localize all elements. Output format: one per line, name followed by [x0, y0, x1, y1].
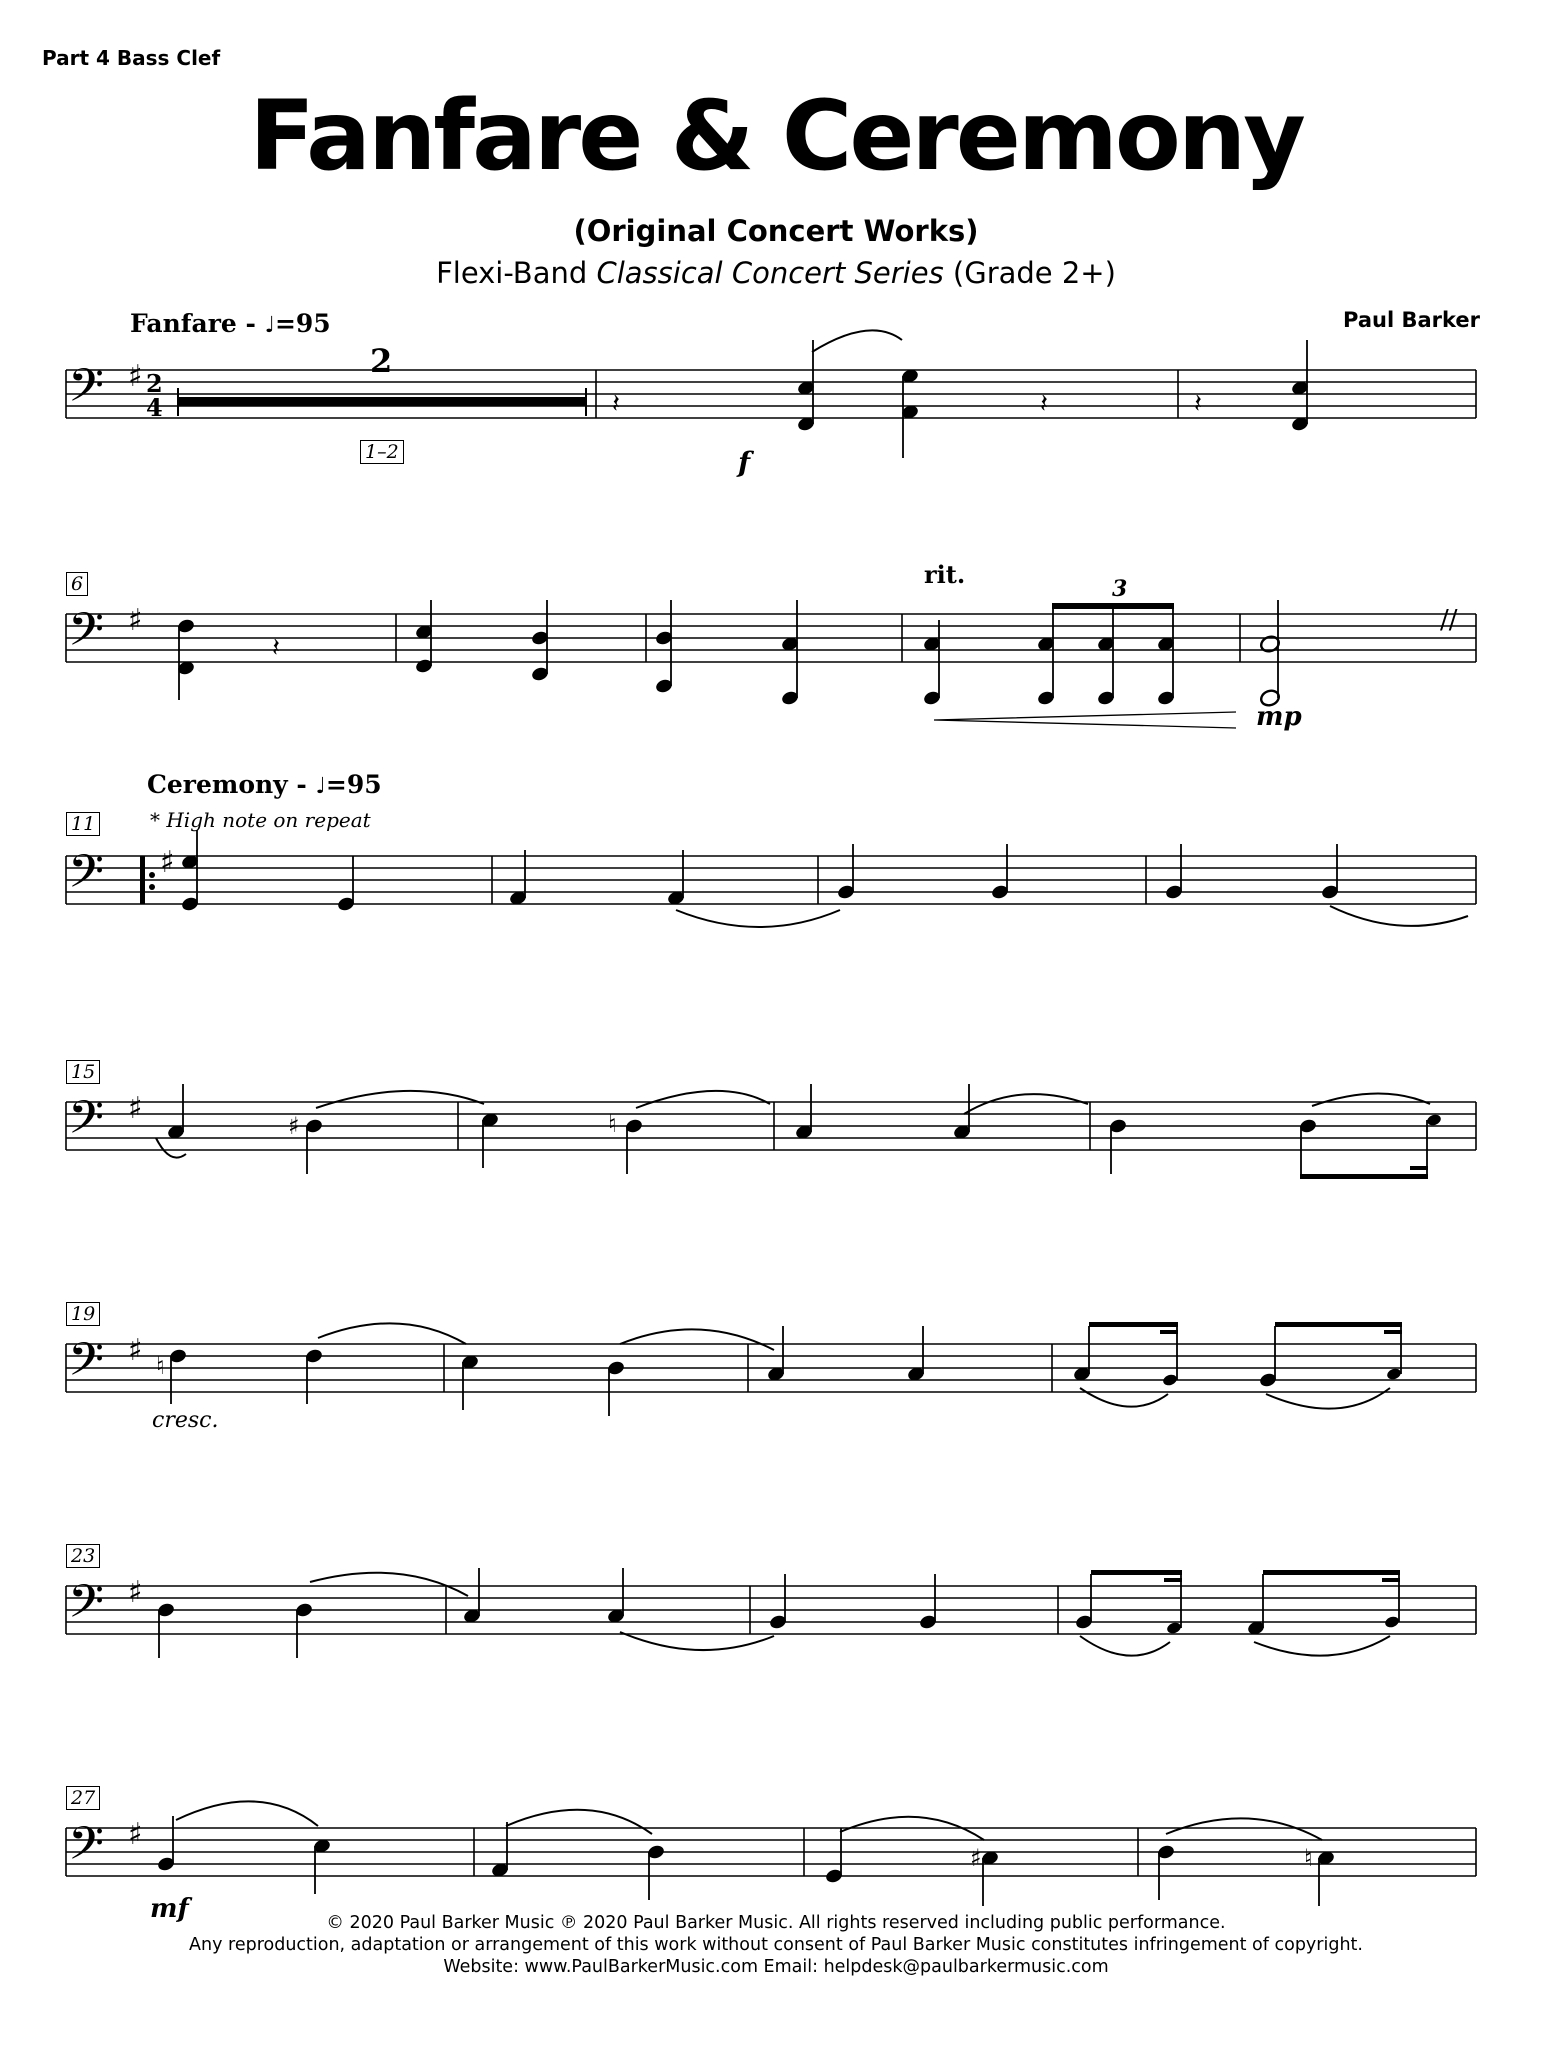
- svg-text:𝄢: 𝄢: [68, 1091, 105, 1156]
- footer-line-2: Any reproduction, adaptation or arrangement of this work without consent of Paul Barker Music constitutes infringement of copyright.: [189, 1935, 1363, 1955]
- rehearsal-range: 1–2: [360, 440, 404, 464]
- svg-text:𝄢: 𝄢: [68, 845, 105, 910]
- quarter-rest-icon: 𝄽: [1040, 389, 1048, 419]
- series-name: Classical Concert Series: [596, 256, 944, 290]
- measure-number: 23: [66, 1544, 100, 1568]
- ceremony-tempo-value: =95: [325, 770, 382, 799]
- composer: Paul Barker: [1343, 308, 1480, 332]
- svg-text:𝄽: 𝄽: [272, 633, 280, 663]
- measure-number: 27: [66, 1786, 100, 1810]
- quarter-note-icon: ♩: [315, 773, 326, 799]
- dynamic-mezzo-forte: mf: [150, 1894, 189, 1924]
- svg-text:♯: ♯: [128, 1575, 143, 1610]
- footer-line-1: © 2020 Paul Barker Music ℗ 2020 Paul Barker Music. All rights reserved including public performance.: [326, 1913, 1226, 1933]
- quarter-rest-icon: 𝄽: [612, 389, 620, 419]
- dynamic-mezzo-piano: mp: [1256, 702, 1302, 732]
- sharp-icon: ♯: [128, 359, 143, 394]
- series-suffix: (Grade 2+): [943, 256, 1116, 290]
- crescendo-marking: cresc.: [152, 1408, 219, 1433]
- copyright-footer: [0, 1912, 1552, 1978]
- measure-number: 15: [66, 1060, 100, 1084]
- time-sig-top: 2: [146, 369, 163, 398]
- ceremony-tempo-label: Ceremony -: [147, 770, 316, 799]
- svg-text:♯: ♯: [128, 603, 143, 638]
- measure-number: 19: [66, 1302, 100, 1326]
- page-title: Fanfare & Ceremony: [249, 80, 1303, 192]
- svg-text:♯: ♯: [970, 1844, 982, 1872]
- fanfare-tempo-value: =95: [274, 309, 331, 338]
- svg-text:♯: ♯: [128, 1091, 143, 1126]
- bass-clef-icon: 𝄢: [68, 359, 105, 424]
- svg-text:♮: ♮: [1304, 1844, 1313, 1872]
- svg-text://: //: [1440, 605, 1458, 635]
- quarter-note-icon: ♩: [264, 312, 275, 338]
- repeat-note: * High note on repeat: [150, 808, 371, 832]
- tuplet-number: 3: [1112, 576, 1128, 602]
- ritardando-marking: rit.: [924, 560, 966, 589]
- measure-number: 11: [66, 812, 100, 836]
- time-sig-bottom: 4: [146, 393, 163, 422]
- svg-text:♯: ♯: [128, 1817, 143, 1852]
- dynamic-forte: f: [738, 446, 751, 479]
- fanfare-tempo-label: Fanfare -: [130, 309, 265, 338]
- svg-text:♮: ♮: [156, 1352, 165, 1380]
- svg-text:𝄢: 𝄢: [68, 1575, 105, 1640]
- multirest-count: 2: [370, 342, 393, 380]
- measure-number: 6: [66, 572, 88, 596]
- svg-text:𝄢: 𝄢: [68, 1817, 105, 1882]
- quarter-rest-icon: 𝄽: [1194, 389, 1202, 419]
- series-prefix: Flexi-Band: [436, 256, 597, 290]
- subtitle: (Original Concert Works): [573, 214, 979, 248]
- svg-text:♯: ♯: [160, 845, 175, 880]
- svg-text:𝄢: 𝄢: [68, 1333, 105, 1398]
- svg-text:𝄢: 𝄢: [68, 603, 105, 668]
- svg-text:♮: ♮: [608, 1110, 617, 1138]
- svg-text:♯: ♯: [128, 1333, 143, 1368]
- part-label: Part 4 Bass Clef: [42, 46, 221, 70]
- footer-line-3: Website: www.PaulBarkerMusic.com Email: helpdesk@paulbarkermusic.com: [443, 1957, 1109, 1977]
- svg-text:♯: ♯: [288, 1112, 300, 1140]
